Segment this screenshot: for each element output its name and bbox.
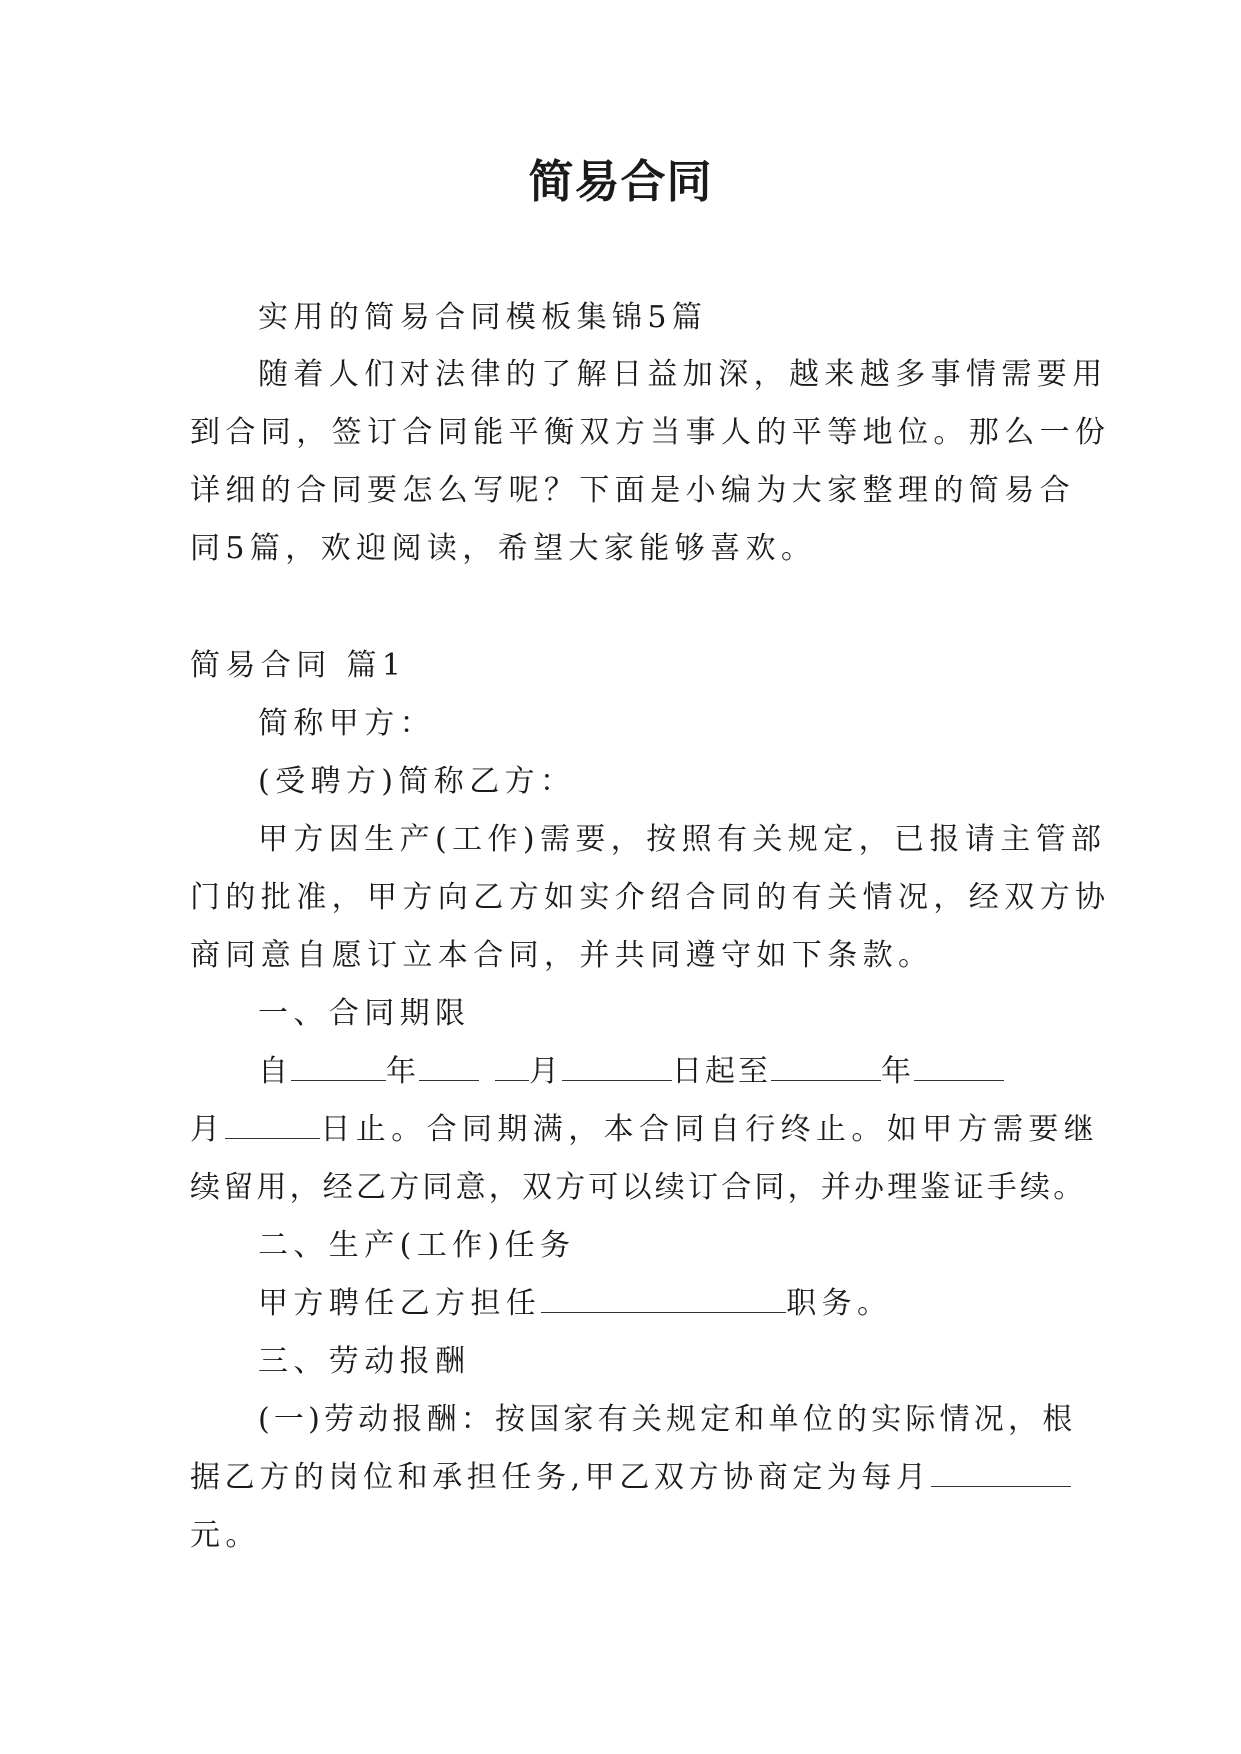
term-from-label: 自 (258, 1054, 291, 1089)
duty-after-text: 职务。 (786, 1286, 893, 1321)
clause-3-title: 三、劳动报酬 (258, 1344, 471, 1379)
section-heading: 简易合同 篇1 (190, 648, 407, 683)
term-line-2 (190, 1110, 1099, 1150)
position-blank[interactable] (541, 1286, 786, 1313)
start-day-blank[interactable] (562, 1054, 672, 1081)
pay-line-1: (一)劳动报酬：按国家有关规定和单位的实际情况，根 (258, 1402, 1077, 1437)
monthly-pay-blank[interactable] (931, 1460, 1071, 1487)
term-end-text: 日止。合同期满，本合同自行终止。如甲方需要继 (320, 1112, 1100, 1147)
start-month-blank-b[interactable] (495, 1054, 529, 1081)
end-month-blank[interactable] (914, 1054, 1004, 1081)
document-title: 简易合同 (528, 155, 713, 208)
pay-line-3: 元。 (190, 1518, 261, 1553)
clause-2-title: 二、生产(工作)任务 (258, 1228, 576, 1263)
preamble-line-2: 门的批准，甲方向乙方如实介绍合同的有关情况，经双方协 (190, 880, 1111, 915)
end-year-label: 年 (881, 1054, 914, 1089)
clause-1-title: 一、合同期限 (258, 996, 471, 1031)
intro-line-2: 到合同，签订合同能平衡双方当事人的平等地位。那么一份 (190, 415, 1111, 450)
term-line-1 (258, 1052, 1004, 1092)
duty-before-text: 甲方聘任乙方担任 (258, 1286, 542, 1321)
subtitle: 实用的简易合同模板集锦5篇 (258, 300, 708, 335)
party-b-line: (受聘方)简称乙方： (258, 764, 576, 799)
intro-line-4: 同5篇，欢迎阅读，希望大家能够喜欢。 (190, 531, 817, 566)
start-to-label: 日起至 (672, 1054, 771, 1089)
party-a-line: 简称甲方： (258, 706, 435, 741)
pay-line-2-text: 据乙方的岗位和承担任务,甲乙双方协商定为每月 (190, 1460, 931, 1495)
intro-line-1: 随着人们对法律的了解日益加深，越来越多事情需要用 (258, 357, 1108, 392)
intro-line-3: 详细的合同要怎么写呢？下面是小编为大家整理的简易合 (190, 473, 1075, 508)
duty-line (258, 1284, 892, 1324)
end-year-blank[interactable] (771, 1054, 881, 1081)
year-label: 年 (386, 1054, 419, 1089)
preamble-line-3: 商同意自愿订立本合同，并共同遵守如下条款。 (190, 938, 934, 973)
month-label: 月 (529, 1054, 562, 1089)
start-month-blank-a[interactable] (419, 1054, 479, 1081)
end-day-blank[interactable] (225, 1112, 320, 1139)
term-line-3: 续留用，经乙方同意，双方可以续订合同，并办理鉴证手续。 (190, 1170, 1087, 1205)
end-month-label: 月 (190, 1112, 226, 1147)
pay-line-2 (190, 1458, 1071, 1498)
start-year-blank[interactable] (291, 1054, 386, 1081)
preamble-line-1: 甲方因生产(工作)需要，按照有关规定，已报请主管部 (258, 822, 1107, 857)
